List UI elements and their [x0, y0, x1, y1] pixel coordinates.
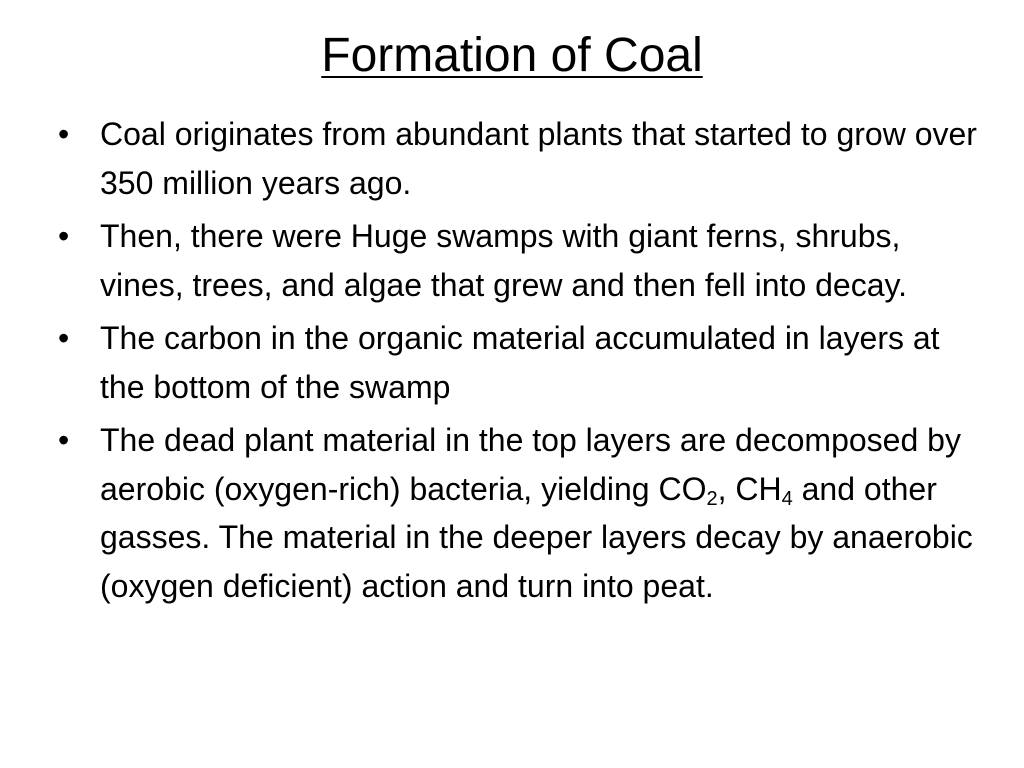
bullet-text: Coal originates from abundant plants that started to grow over 350 million years ago.	[100, 116, 977, 201]
subscript-4: 4	[781, 487, 793, 510]
slide-title: Formation of Coal	[321, 29, 703, 82]
bullet-marker: •	[58, 116, 70, 152]
bullet-item	[58, 314, 988, 411]
subscript-2: 2	[706, 487, 718, 510]
bullet-item	[58, 212, 988, 309]
bullet-item	[58, 416, 988, 610]
bullet-text-part: , CH	[717, 470, 782, 507]
bullet-text	[100, 416, 988, 610]
bullet-text: Then, there were Huge swamps with giant ferns, shrubs, vines, trees, and algae that grew and then fell into decay.	[100, 218, 908, 303]
bullet-marker: •	[58, 422, 70, 458]
bullet-text-part: The dead plant material in the top layers are decomposed by aerobic (oxygen-rich) bacteria, yielding CO	[100, 422, 961, 507]
bullet-marker: •	[58, 218, 70, 254]
bullet-text-part: and other gasses. The material in the deeper layers decay by anaerobic (oxygen deficient) action and turn into peat.	[100, 470, 973, 604]
bullet-text: The carbon in the organic material accumulated in layers at the bottom of the swamp	[100, 320, 940, 405]
bullet-item	[58, 110, 988, 207]
bullet-marker: •	[58, 320, 70, 356]
bullet-list	[58, 110, 988, 615]
